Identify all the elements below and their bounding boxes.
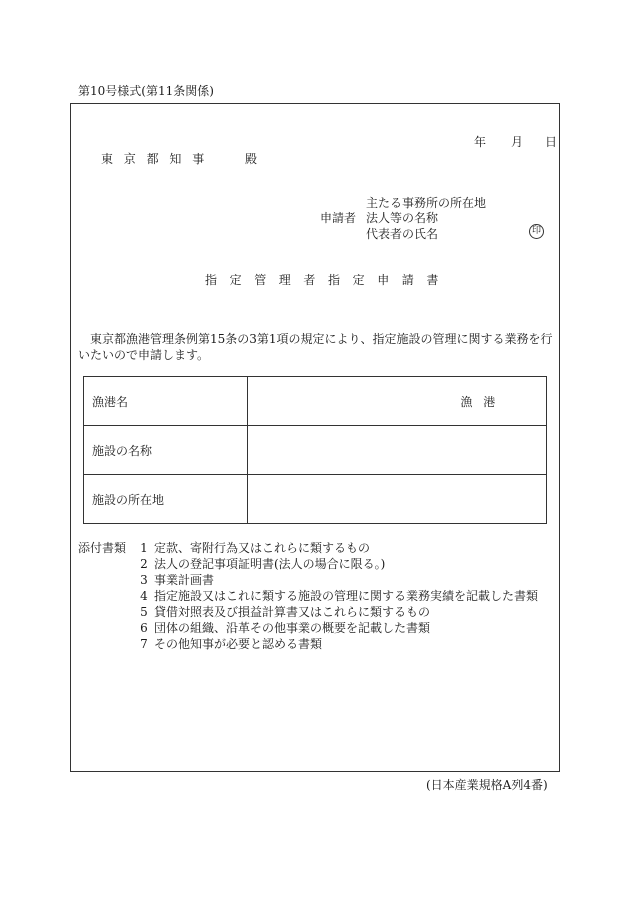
form-number: 第10号様式(第11条関係): [78, 84, 214, 98]
item-text: 法人の登記事項証明書(法人の場合に限る。): [154, 557, 386, 571]
date-month: 月: [511, 135, 524, 149]
body-text: 東京都漁港管理条例第15条の3第1項の規定により、指定施設の管理に関する業務を行いたいので申請します。: [78, 332, 553, 362]
list-item: [78, 604, 538, 620]
applicant-address-label: 主たる事務所の所在地: [366, 196, 487, 210]
item-text: 定款、寄附行為又はこれらに類するもの: [154, 541, 371, 555]
fishing-port-label: 漁港名: [84, 377, 248, 426]
item-text: 団体の組織、沿革その他事業の概要を記載した書類: [154, 621, 431, 635]
paper-size-note: (日本産業規格A列4番): [426, 778, 548, 792]
date-year: 年: [474, 135, 487, 149]
date-day: 日: [545, 135, 558, 149]
attachments-list: [78, 540, 538, 652]
item-number: 6: [140, 621, 148, 635]
table-row: [84, 426, 547, 475]
item-number: 2: [140, 557, 148, 571]
body-paragraph: [78, 331, 556, 363]
list-item: [78, 620, 538, 636]
item-text: 貸借対照表及び損益計算書又はこれらに類するもの: [154, 605, 431, 619]
table-row: [84, 377, 547, 426]
list-item: [78, 636, 538, 652]
facility-location-label: 施設の所在地: [84, 475, 248, 524]
item-text: 指定施設又はこれに類する施設の管理に関する業務実績を記載した書類: [154, 589, 539, 603]
item-number: 5: [140, 605, 148, 619]
honorific: 殿: [245, 152, 258, 166]
document-title: 指定管理者指定申請書: [205, 273, 452, 287]
facility-table: [83, 376, 547, 524]
item-text: 事業計画書: [154, 573, 215, 587]
applicant-label: 申請者: [320, 211, 357, 225]
table-row: [84, 475, 547, 524]
facility-location-value: [248, 475, 547, 524]
item-number: 7: [140, 637, 148, 651]
list-item: [78, 540, 538, 556]
facility-name-value: [248, 426, 547, 475]
list-item: [78, 588, 538, 604]
addressee: 東京都知事: [101, 152, 216, 166]
item-number: 1: [140, 541, 148, 555]
list-item: [78, 556, 538, 572]
applicant-name-label: 法人等の名称: [366, 211, 439, 225]
item-text: その他知事が必要と認める書類: [154, 637, 323, 651]
applicant-representative-label: 代表者の氏名: [366, 227, 439, 241]
list-item: [78, 572, 538, 588]
attachments-heading: 添付書類: [78, 541, 127, 555]
seal-mark: 印: [529, 224, 544, 239]
facility-name-label: 施設の名称: [84, 426, 248, 475]
item-number: 4: [140, 589, 148, 603]
fishing-port-value: 漁港: [248, 377, 547, 426]
item-number: 3: [140, 573, 148, 587]
